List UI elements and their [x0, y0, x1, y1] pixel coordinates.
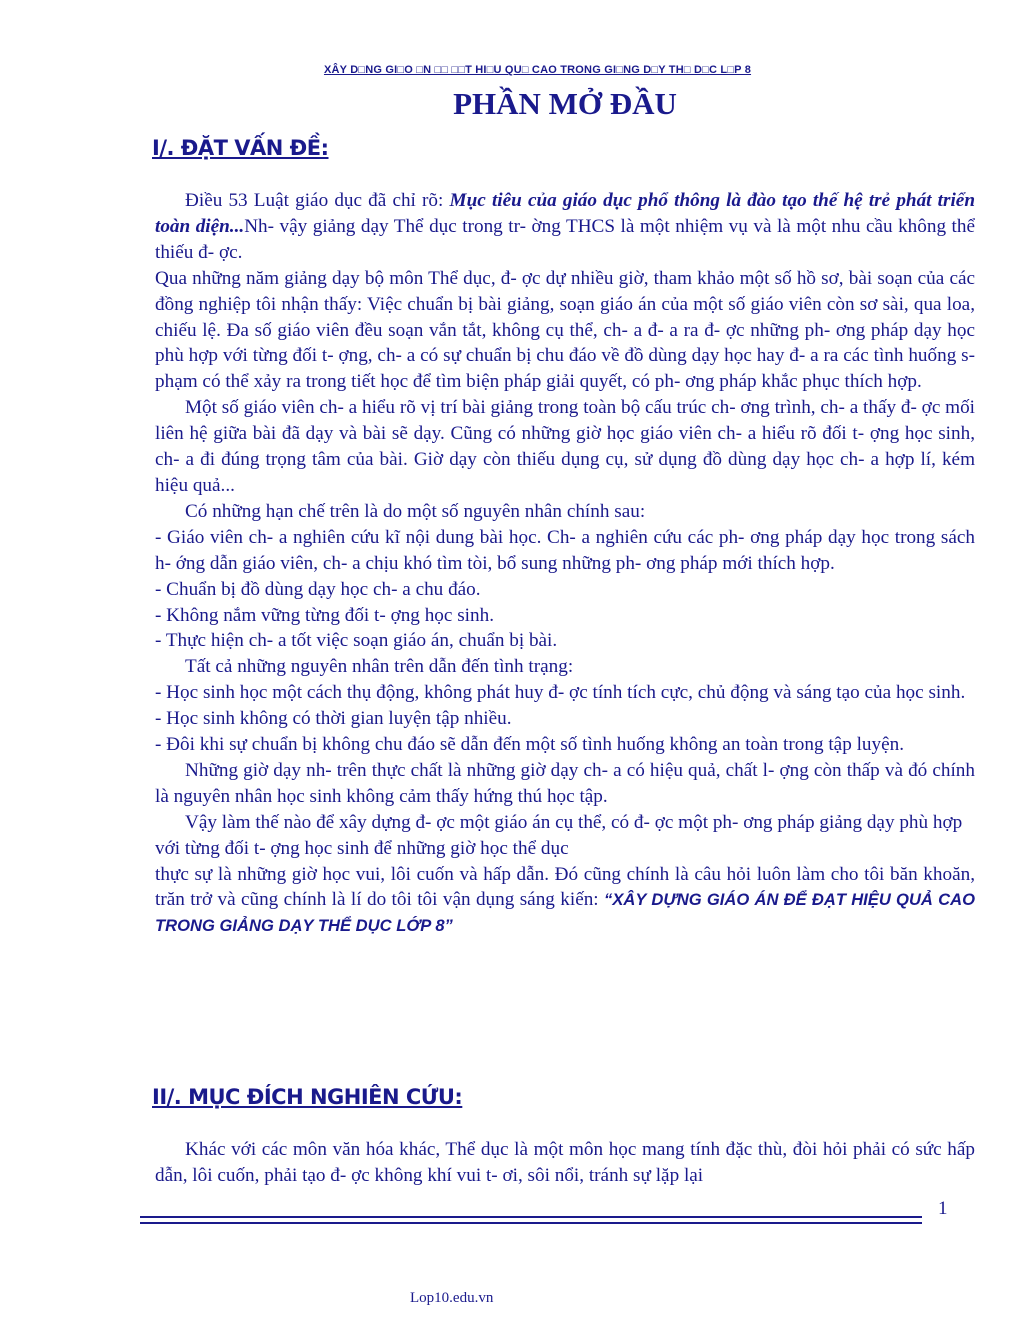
cause-item: - Giáo viên ch- a nghiên cứu kĩ nội dung bài học. Ch- a nghiên cứu các ph- ơng pháp dạy học trong sách h- ớng dẫn giáo viên, ch- a chịu khó tìm tòi, bổ sung những ph- ơng pháp mới thích hợp.	[155, 526, 975, 574]
initiative-title: “XÂY DỰNG GIÁO ÁN ĐỂ ĐẠT HIỆU QUẢ CAO TRONG GIẢNG DẠY THỂ DỤC LỚP 8”	[155, 890, 975, 936]
paragraph-1-rest: Nh- vậy giảng dạy Thể dục trong tr- ờng THCS là một nhiệm vụ và là một nhu cầu không thể thiếu đ- ợc.	[155, 215, 975, 263]
paragraph-6: Những giờ dạy nh- trên thực chất là những giờ dạy ch- a có hiệu quả, chất l- ợng còn thấp và đó chính là nguyên nhân học sinh không cảm thấy hứng thú học tập.	[155, 759, 975, 807]
paragraph-7b	[155, 862, 975, 940]
running-header: XÂY D□NG GI□O □N □□ □□T HI□U QU□ CAO TRONG GI□NG D□Y TH□ D□C L□P 8	[323, 64, 752, 76]
page-number: 1	[938, 1198, 948, 1219]
paragraph-5: Tất cả những nguyên nhân trên dẫn đến tình trạng:	[185, 656, 574, 678]
paragraph-2: Qua những năm giảng dạy bộ môn Thể dục, đ- ợc dự nhiều giờ, tham khảo một số hồ sơ, bài soạn của các đồng nghiệp tôi nhận thấy: Việc chuẩn bị bài giảng, soạn giáo án của một số giáo viên còn sơ sài, qua loa, chiếu lệ. Đa số giáo viên đều soạn vắn tắt, không cụ thể, ch- a đ- a ra đ- ợc những ph- ơng pháp dạy học phù hợp với từng đối t- ợng, ch- a có sự chuẩn bị chu đáo về đồ dùng dạy học hay đ- a ra các tình huống s- phạm có thể xảy ra trong tiết học để tìm biện pháp giải quyết, có ph- ơng pháp khắc phục thích hợp.	[155, 267, 975, 393]
paragraph-8: Khác với các môn văn hóa khác, Thể dục là một môn học mang tính đặc thù, đòi hỏi phải có sức hấp dẫn, lôi cuốn, phải tạo đ- ợc không khí vui t- ơi, sôi nổi, tránh sự lặp lại	[155, 1139, 975, 1186]
cause-item: - Thực hiện ch- a tốt việc soạn giáo án, chuẩn bị bài.	[155, 630, 558, 652]
paragraph-7b-text: thực sự là những giờ học vui, lôi cuốn và hấp dẫn. Đó cũng chính là câu hỏi luôn làm cho tôi băn khoăn, trăn trở và cũng chính là lí do tôi tôi vận dụng sáng kiến:	[155, 863, 975, 911]
paragraph-7a: Vậy làm thế nào để xây dựng đ- ợc một giáo án cụ thể, có đ- ợc một ph- ơng pháp giảng dạy phù hợp với từng đối t- ợng học sinh để những giờ học thể dục	[155, 811, 963, 859]
section-1-body	[155, 188, 975, 939]
section-heading-1: I/. ĐẶT VẤN ĐỀ:	[152, 136, 329, 160]
cause-item: - Chuẩn bị đồ dùng dạy học ch- a chu đáo.	[155, 578, 481, 600]
paragraph-1-emphasis: Mục tiêu của giáo dục phổ thông là đào tạo thế hệ trẻ phát triển toàn diện...	[155, 190, 975, 237]
cause-item: - Không nắm vững từng đối t- ợng học sinh.	[155, 604, 494, 626]
footer-rule-bottom	[140, 1222, 922, 1224]
effect-item: - Học sinh học một cách thụ động, không phát huy đ- ợc tính tích cực, chủ động và sáng tạo của học sinh.	[155, 682, 966, 704]
paragraph-1-lead: Điều 53 Luật giáo dục đã chỉ rõ:	[185, 190, 450, 211]
footer-rule-top	[140, 1216, 922, 1218]
footer-source: Lop10.edu.vn	[410, 1290, 494, 1306]
effect-item: - Học sinh không có thời gian luyện tập nhiều.	[155, 708, 512, 730]
paragraph-1	[155, 188, 975, 266]
section-2-body	[155, 1137, 975, 1189]
paragraph-4: Có những hạn chế trên là do một số nguyên nhân chính sau:	[185, 500, 646, 522]
page-title: PHẦN MỞ ĐẦU	[453, 86, 677, 121]
paragraph-3: Một số giáo viên ch- a hiểu rõ vị trí bài giảng trong toàn bộ cấu trúc ch- ơng trình, ch- a thấy đ- ợc mối liên hệ giữa bài đã dạy và bài sẽ dạy. Cũng có những giờ học giáo viên ch- a hiểu rõ đối t- ợng học sinh, ch- a đi đúng trọng tâm của bài. Giờ dạy còn thiếu dụng cụ, sử dụng đồ dùng dạy học ch- a hợp lí, kém hiệu quả...	[155, 397, 975, 496]
section-heading-2: II/. MỤC ĐÍCH NGHIÊN CỨU:	[152, 1085, 463, 1109]
effect-item: - Đôi khi sự chuẩn bị không chu đáo sẽ dẫn đến một số tình huống không an toàn trong tập luyện.	[155, 734, 905, 756]
